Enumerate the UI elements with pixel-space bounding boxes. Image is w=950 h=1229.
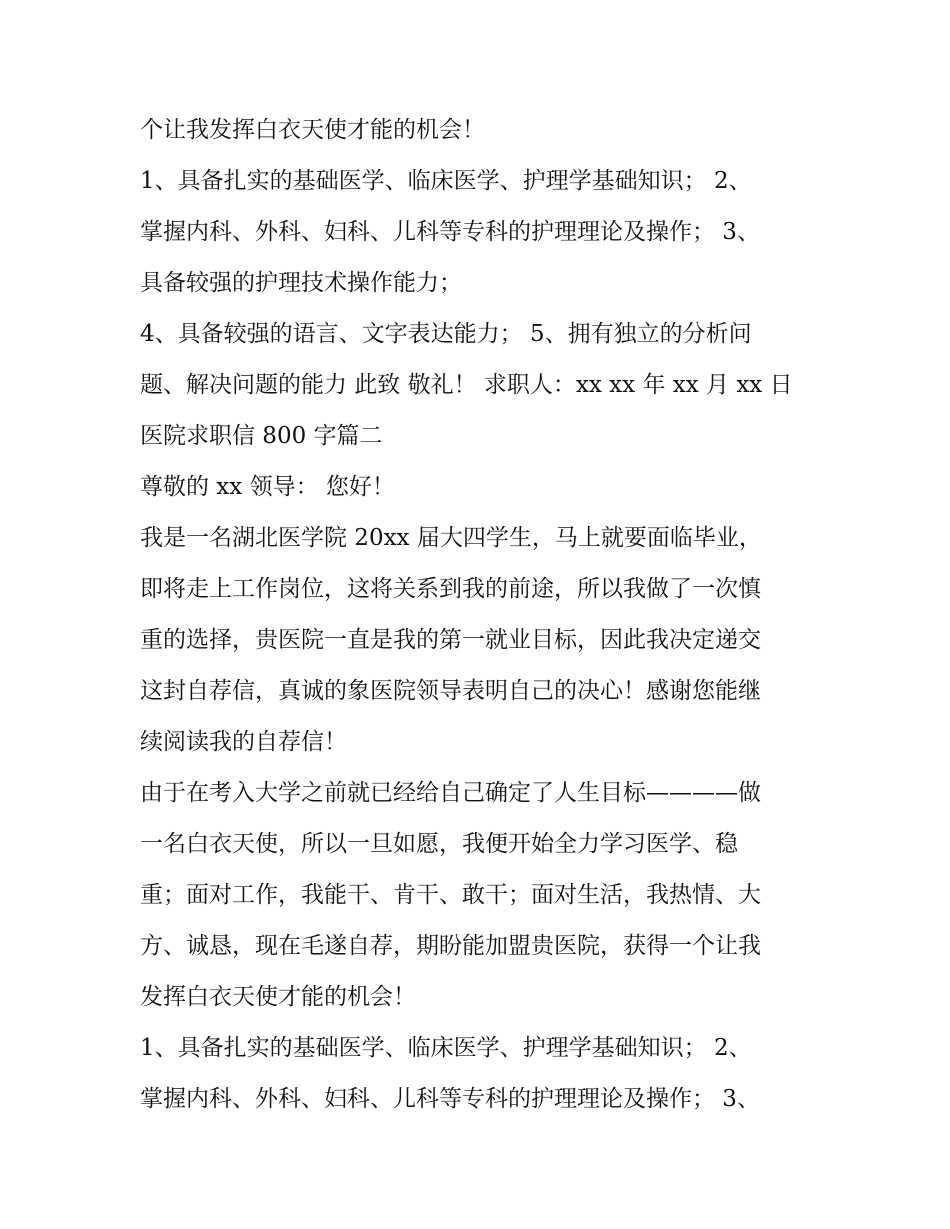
text-line: 续阅读我的自荐信！ bbox=[140, 729, 347, 755]
section-heading: 医院求职信 800 字篇二 bbox=[140, 423, 383, 449]
text-line: 重；面对工作，我能干、肯干、敢干；面对生活，我热情、大 bbox=[140, 882, 761, 908]
text-line: 这封自荐信，真诚的象医院领导表明自己的决心！感谢您能继 bbox=[140, 678, 761, 704]
text-line: 1、具备扎实的基础医学、临床医学、护理学基础知识； 2、 bbox=[140, 168, 752, 194]
text-line: 我是一名湖北医学院 20xx 届大四学生，马上就要面临毕业， bbox=[140, 525, 762, 551]
text-line: 4、具备较强的语言、文字表达能力； 5、拥有独立的分析问 bbox=[140, 321, 752, 347]
text-line: 重的选择，贵医院一直是我的第一就业目标，因此我决定递交 bbox=[140, 627, 761, 653]
salutation: 尊敬的 xx 领导： 您好！ bbox=[140, 474, 395, 500]
text-line: 掌握内科、外科、妇科、儿科等专科的护理理论及操作； 3、 bbox=[140, 1086, 760, 1112]
text-line: 即将走上工作岗位，这将关系到我的前途，所以我做了一次慎 bbox=[140, 576, 761, 602]
text-line: 由于在考入大学之前就已经给自己确定了人生目标————做 bbox=[140, 780, 761, 806]
text-line: 一名白衣天使，所以一旦如愿，我便开始全力学习医学、稳 bbox=[140, 831, 738, 857]
text-line: 题、解决问题的能力 此致 敬礼！ 求职人：xx xx 年 xx 月 xx 日 bbox=[140, 372, 793, 398]
text-line: 方、诚恳，现在毛遂自荐，期盼能加盟贵医院，获得一个让我 bbox=[140, 933, 761, 959]
text-line: 1、具备扎实的基础医学、临床医学、护理学基础知识； 2、 bbox=[140, 1035, 752, 1061]
text-line: 个让我发挥白衣天使才能的机会！ bbox=[140, 117, 485, 143]
body-text bbox=[140, 105, 820, 1125]
text-line: 具备较强的护理技术操作能力； bbox=[140, 270, 462, 296]
text-line: 掌握内科、外科、妇科、儿科等专科的护理理论及操作； 3、 bbox=[140, 219, 760, 245]
text-line: 发挥白衣天使才能的机会！ bbox=[140, 984, 416, 1010]
